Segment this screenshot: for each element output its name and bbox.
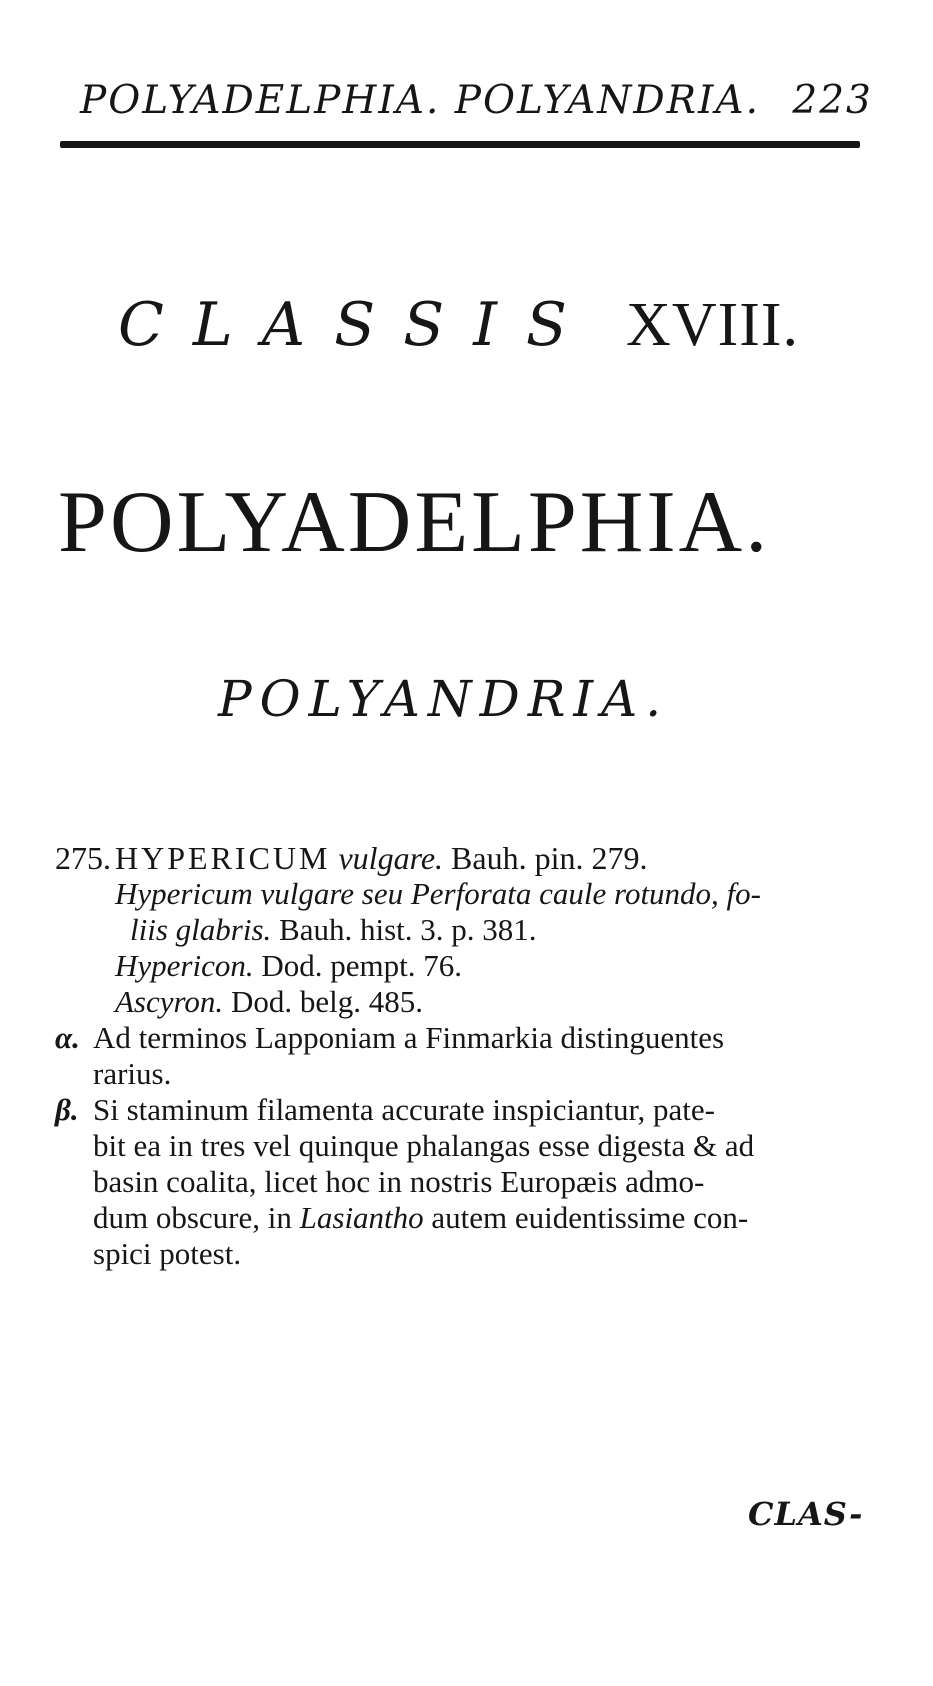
running-head-title: POLYADELPHIA. POLYANDRIA. (80, 78, 760, 123)
class-heading-numeral: XVIII. (626, 291, 800, 359)
running-head (80, 78, 873, 123)
species-entry (55, 840, 875, 1272)
synonym-2-reference: Dod. pempt. 76. (261, 948, 462, 983)
synonym-line (55, 984, 875, 1020)
synonym-line (55, 876, 875, 912)
synonym-3: Ascyron. (115, 984, 224, 1019)
note-beta-text: bit ea in tres vel quinque phalangas esse digesta & ad (93, 1128, 755, 1163)
note-beta-text: spici potest. (93, 1236, 242, 1271)
header-rule (60, 141, 860, 148)
note-alpha-text: Ad terminos Lapponiam a Finmarkia distinguentes (93, 1020, 725, 1055)
reference-1: Bauh. pin. 279. (451, 840, 648, 876)
note-beta-line (55, 1164, 875, 1200)
note-beta-line (55, 1092, 875, 1128)
synonym-line (55, 948, 875, 984)
page-number: 223 (792, 78, 873, 123)
synonym-1-continued: liis glabris. (130, 912, 272, 947)
note-alpha-text: rarius. (93, 1056, 172, 1091)
class-name: POLYADELPHIA. (58, 474, 771, 571)
synonym-1-reference: Bauh. hist. 3. p. 381. (279, 912, 537, 947)
order-name: POLYANDRIA. (218, 670, 670, 728)
note-beta-text: Si staminum filamenta accurate inspiciantur, pate- (93, 1092, 715, 1127)
genus-name: HYPERICUM (115, 840, 331, 876)
note-alpha-mark: α. (55, 1020, 80, 1055)
class-heading-word: CLASSIS (118, 290, 597, 360)
synonym-3-reference: Dod. belg. 485. (230, 984, 423, 1019)
catchword: CLAS- (748, 1495, 864, 1533)
note-beta-mark: β. (55, 1092, 79, 1127)
note-alpha-line (55, 1020, 875, 1056)
entry-number: 275. (55, 840, 111, 876)
note-beta-line (55, 1128, 875, 1164)
note-beta-line (55, 1200, 875, 1236)
note-beta-text: basin coalita, licet hoc in nostris Europæis admo- (93, 1164, 705, 1199)
entry-heading-line (55, 840, 875, 876)
note-alpha-line (55, 1056, 875, 1092)
species-epithet: vulgare. (338, 840, 444, 876)
note-beta-line (55, 1236, 875, 1272)
class-heading (118, 290, 799, 361)
note-beta-text: autem euidentissime con- (431, 1200, 749, 1235)
synonym-1: Hypericum vulgare seu Perforata caule rotundo, fo- (115, 876, 761, 911)
synonym-2: Hypericon. (115, 948, 254, 983)
note-beta-text: dum obscure, in (93, 1200, 292, 1235)
genus-reference: Lasiantho (299, 1200, 424, 1235)
synonym-line (55, 912, 875, 948)
